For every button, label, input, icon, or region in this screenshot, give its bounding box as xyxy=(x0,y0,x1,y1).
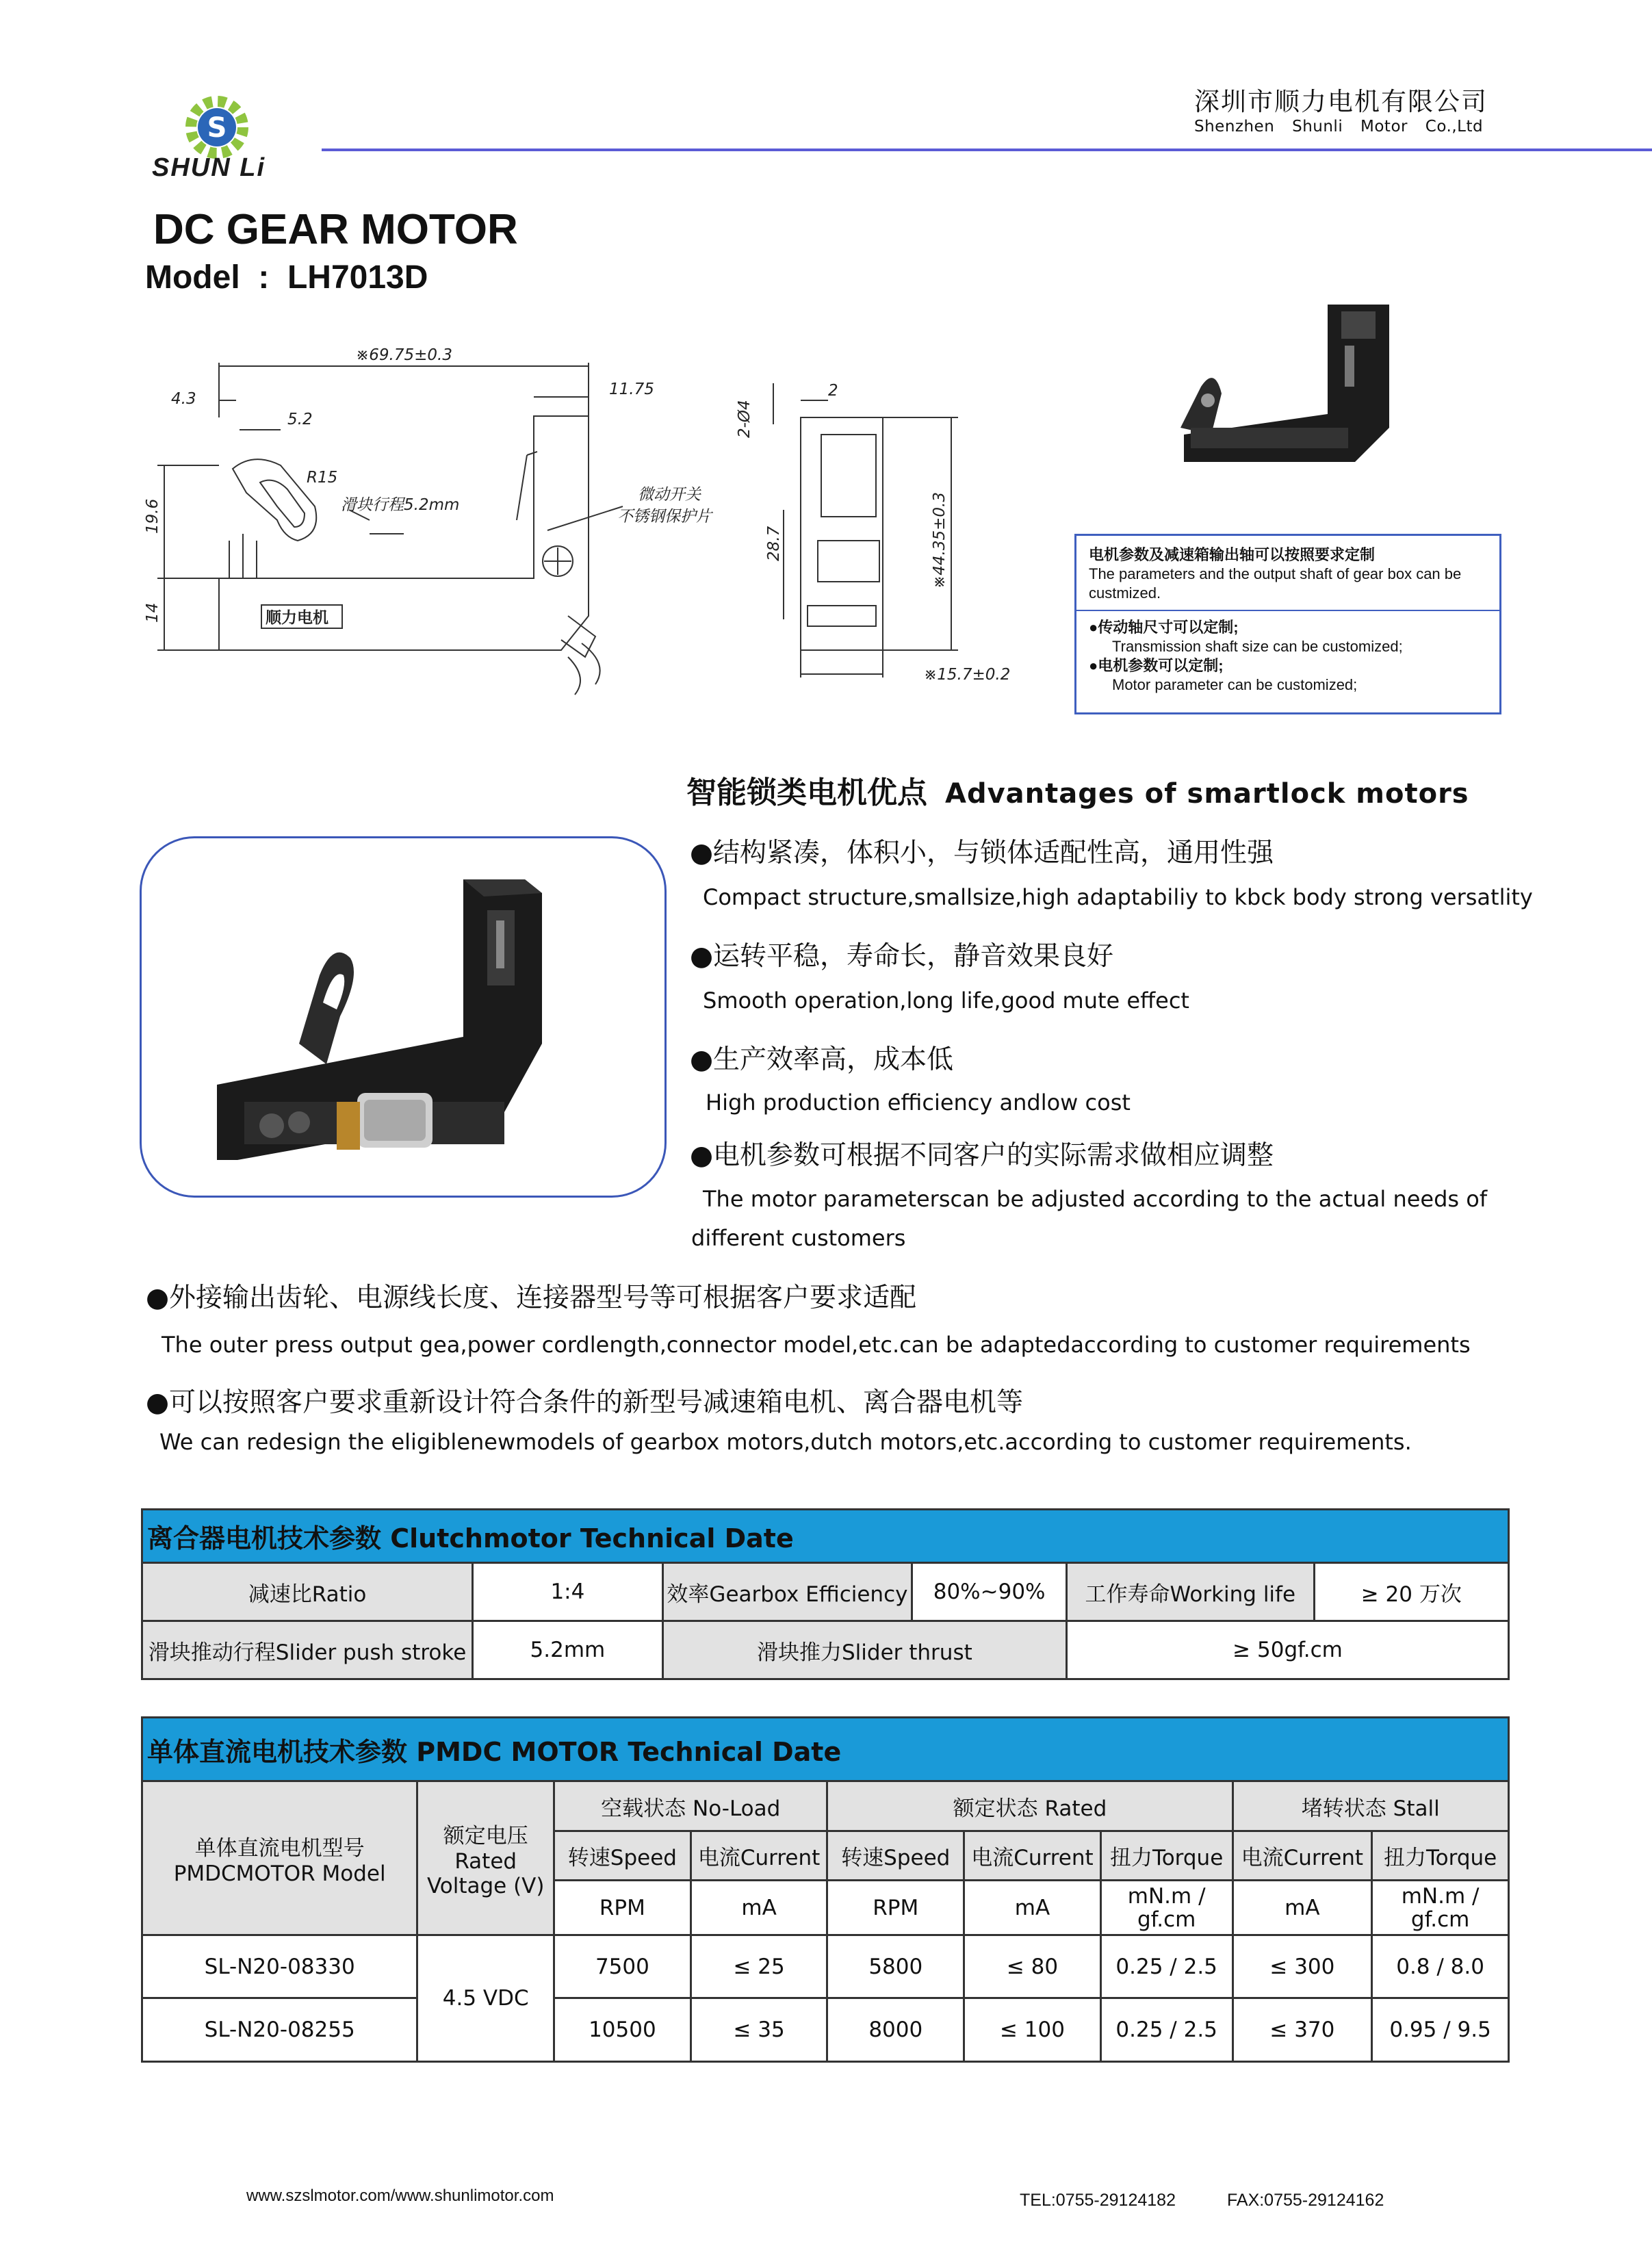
unit-cell: mA xyxy=(964,1881,1101,1935)
footer-website[interactable]: www.szslmotor.com/www.shunlimotor.com xyxy=(246,2187,554,2205)
unit-cell: mA xyxy=(1232,1881,1372,1935)
life-label: 工作寿命Working life xyxy=(1067,1563,1314,1621)
advantage-4-en: The motor parameterscan be adjusted according to the actual needs of xyxy=(703,1186,1488,1212)
unit-cell: mN.m / gf.cm xyxy=(1100,1881,1232,1935)
sub-header: 电流Current xyxy=(691,1831,827,1881)
footer-tel: TEL:0755-29124182 xyxy=(1020,2191,1176,2210)
dim-2: 2 xyxy=(828,382,838,400)
advantage-3-cn: ●生产效率高，成本低 xyxy=(690,1044,954,1075)
product-photo-frame xyxy=(140,836,667,1198)
table-row xyxy=(142,1998,1509,2062)
clutch-table xyxy=(141,1508,1510,1680)
value-cell: 7500 xyxy=(554,1935,691,1998)
note-motor-en: Motor parameter can be customized; xyxy=(1112,676,1358,693)
value-cell: 10500 xyxy=(554,1998,691,2062)
sub-header: 电流Current xyxy=(1232,1831,1372,1881)
company-name-cn: 深圳市顺力电机有限公司 xyxy=(1194,87,1488,116)
sub-header: 转速Speed xyxy=(827,1831,964,1881)
model-cell: SL-N20-08255 xyxy=(142,1998,417,2062)
note-shaft-cn: ●传动轴尺寸可以定制; xyxy=(1089,619,1239,636)
dim-28-7: 28.7 xyxy=(765,526,783,561)
unit-cell: RPM xyxy=(554,1881,691,1935)
advantage-3-en: High production efficiency andlow cost xyxy=(706,1089,1131,1115)
advantage-1-en: Compact structure,smallsize,high adaptabiliy to kbck body strong versatlity xyxy=(703,884,1533,910)
efficiency-value: 80%~90% xyxy=(912,1563,1067,1621)
clutch-table-title: 离合器电机技术参数 Clutchmotor Technical Date xyxy=(142,1510,1509,1563)
pmdc-table-title: 单体直流电机技术参数 PMDC MOTOR Technical Date xyxy=(142,1718,1509,1781)
rated-header: 额定状态 Rated xyxy=(827,1781,1232,1831)
thrust-label: 滑块推力Slider thrust xyxy=(662,1621,1066,1679)
dim-11-75: 11.75 xyxy=(609,381,654,398)
value-cell: ≤ 100 xyxy=(964,1998,1101,2062)
model-label: Model : LH7013D xyxy=(145,259,428,296)
ratio-value: 1:4 xyxy=(473,1563,663,1621)
value-cell: ≤ 35 xyxy=(691,1998,827,2062)
voltage-header-en-2: Voltage (V) xyxy=(426,1873,545,1898)
product-photo-large xyxy=(142,838,664,1196)
advantage-6-cn: ●可以按照客户要求重新设计符合条件的新型号减速箱电机、离合器电机等 xyxy=(146,1387,1024,1418)
sub-header: 电流Current xyxy=(964,1831,1101,1881)
model-header-cn: 单体直流电机型号 xyxy=(194,1835,365,1861)
advantage-5-cn: ●外接输出齿轮、电源线长度、连接器型号等可根据客户要求适配 xyxy=(146,1282,917,1313)
model-cell: SL-N20-08330 xyxy=(142,1935,417,1998)
note-title-en: The parameters and the output shaft of gear box can be custmized. xyxy=(1089,565,1462,602)
value-cell: ≤ 80 xyxy=(964,1935,1101,1998)
voltage-cell: 4.5 VDC xyxy=(417,1935,554,2062)
advantage-2-en: Smooth operation,long life,good mute effect xyxy=(703,988,1189,1014)
value-cell: 5800 xyxy=(827,1935,964,1998)
advantage-2-cn: ●运转平稳，寿命长，静音效果良好 xyxy=(690,941,1114,972)
dim-4-3: 4.3 xyxy=(171,390,196,408)
dim-r15: R15 xyxy=(307,469,338,487)
value-cell: 0.25 / 2.5 xyxy=(1100,1998,1232,2062)
stroke-value: 5.2mm xyxy=(473,1621,663,1679)
note-title-cn: 电机参数及减速箱输出轴可以按照要求定制 xyxy=(1089,546,1376,563)
logo-text: SHUN Li xyxy=(152,153,266,182)
ratio-label: 减速比Ratio xyxy=(142,1563,473,1621)
dim-15-7: ※15.7±0.2 xyxy=(924,666,1011,684)
advantages-title-en: Advantages of smartlock motors xyxy=(945,778,1469,810)
sub-header: 扭力Torque xyxy=(1100,1831,1232,1881)
product-photo-small xyxy=(1170,291,1403,496)
advantages-title xyxy=(686,768,1469,812)
advantage-4-cn: ●电机参数可根据不同客户的实际需求做相应调整 xyxy=(690,1140,1274,1171)
advantage-5-en: The outer press output gea,power cordlength,connector model,etc.can be adaptedaccording to customer requirements xyxy=(162,1332,1471,1358)
logo-gear-icon xyxy=(179,93,255,162)
stroke-label: 滑块行程5.2mm xyxy=(341,496,460,514)
sub-header: 扭力Torque xyxy=(1372,1831,1509,1881)
thrust-value: ≥ 50gf.cm xyxy=(1067,1621,1509,1679)
unit-cell: mN.m / gf.cm xyxy=(1372,1881,1509,1935)
unit-cell: RPM xyxy=(827,1881,964,1935)
value-cell: 8000 xyxy=(827,1998,964,2062)
advantage-1-cn: ●结构紧凑，体积小，与锁体适配性高，通用性强 xyxy=(690,838,1274,868)
advantage-4-en-cont: different customers xyxy=(691,1225,906,1251)
life-value: ≥ 20 万次 xyxy=(1314,1563,1508,1621)
header-divider xyxy=(322,149,1652,151)
model-header-en: PMDCMOTOR Model xyxy=(173,1861,386,1886)
voltage-header xyxy=(417,1781,554,1935)
pmdc-table xyxy=(141,1716,1510,2063)
value-cell: ≤ 370 xyxy=(1232,1998,1372,2062)
dim-14: 14 xyxy=(144,602,162,623)
protect-label: 不锈钢保护片 xyxy=(617,508,712,526)
stall-header: 堵转状态 Stall xyxy=(1232,1781,1508,1831)
value-cell: ≤ 300 xyxy=(1232,1935,1372,1998)
noload-header: 空载状态 No-Load xyxy=(554,1781,827,1831)
unit-cell: mA xyxy=(691,1881,827,1935)
value-cell: 0.25 / 2.5 xyxy=(1100,1935,1232,1998)
dim-44-35: ※44.35±0.3 xyxy=(931,492,948,589)
voltage-header-cn: 额定电压 xyxy=(443,1823,528,1848)
value-cell: 0.8 / 8.0 xyxy=(1372,1935,1509,1998)
model-header xyxy=(142,1781,417,1935)
dim-19-6: 19.6 xyxy=(144,498,162,534)
page-title: DC GEAR MOTOR xyxy=(153,206,518,253)
body-label: 顺力电机 xyxy=(266,609,328,627)
note-motor-cn: ●电机参数可以定制; xyxy=(1089,657,1224,674)
table-row xyxy=(142,1935,1509,1998)
note-divider xyxy=(1076,610,1499,611)
customization-note xyxy=(1074,534,1501,714)
dim-width: ※69.75±0.3 xyxy=(356,346,452,364)
dim-5-2: 5.2 xyxy=(287,411,313,428)
value-cell: ≤ 25 xyxy=(691,1935,827,1998)
logo-letter: S xyxy=(207,112,227,144)
note-shaft-en: Transmission shaft size can be customized; xyxy=(1112,638,1403,655)
sub-header: 转速Speed xyxy=(554,1831,691,1881)
technical-drawing xyxy=(144,335,1047,705)
voltage-header-en-1: Rated xyxy=(454,1848,517,1874)
footer-fax: FAX:0755-29124162 xyxy=(1227,2191,1384,2210)
advantage-6-en: We can redesign the eligiblenewmodels of gearbox motors,dutch motors,etc.according to customer requirements. xyxy=(159,1429,1412,1455)
value-cell: 0.95 / 9.5 xyxy=(1372,1998,1509,2062)
stroke-label: 滑块推动行程Slider push stroke xyxy=(142,1621,473,1679)
company-name-en: Shenzhen Shunli Motor Co.,Ltd xyxy=(1194,118,1484,136)
switch-label: 微动开关 xyxy=(638,486,701,504)
efficiency-label: 效率Gearbox Efficiency xyxy=(662,1563,912,1621)
advantages-title-cn: 智能锁类电机优点 xyxy=(686,775,927,810)
dim-2-phi4: 2-Ø4 xyxy=(736,400,753,438)
